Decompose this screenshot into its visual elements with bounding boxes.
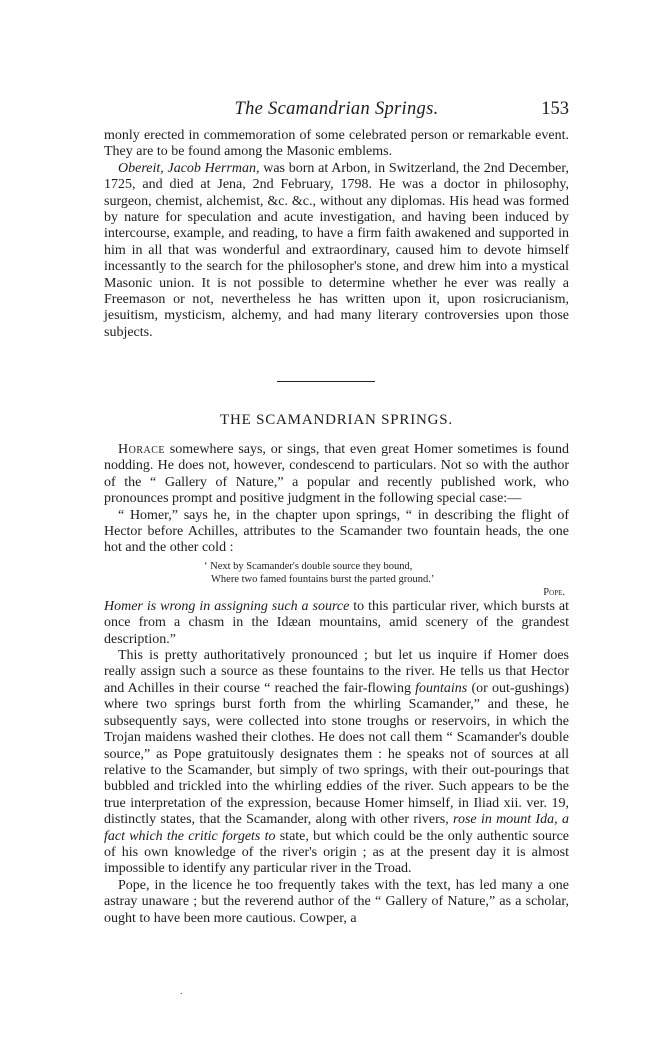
previous-article-text bbox=[104, 128, 569, 341]
paragraph-text: to this particular river, which bursts at once from a chasm in the Idæan mountains, amid scenery of the grandest description.” bbox=[104, 598, 569, 647]
page-header bbox=[104, 99, 569, 123]
paragraph bbox=[104, 161, 569, 341]
article-title: THE SCAMANDRIAN SPRINGS. bbox=[220, 412, 453, 428]
section-divider bbox=[277, 381, 375, 382]
article-text bbox=[104, 442, 569, 927]
paragraph-text: somewhere says, or sings, that even great Homer sometimes is found nodding. He does not, however, condescend to particulars. Not so with the author of the “ Gallery of Nature,” a popular and recently published work, who pronounces prompt and positive judgment in the following special case:— bbox=[104, 442, 569, 507]
lead-word: Horace bbox=[118, 442, 166, 457]
verse-quote bbox=[104, 560, 569, 599]
paragraph-text: state, but which could be the only authentic source of his own knowledge of the river's origin ; as at the present day it is almost impossible to identify any particular river in the Troad. bbox=[104, 828, 569, 877]
running-title: The Scamandrian Springs. bbox=[234, 99, 439, 119]
verse-line: ‘ Next by Scamander's double source they bound, bbox=[204, 560, 413, 572]
entry-name: Obereit, Jacob Herrman, bbox=[118, 160, 260, 176]
entry-text: was born at Arbon, in Switzerland, the 2nd December, 1725, and died at Jena, 2nd February, 1798. He was a doctor in philosophy, surgeon, chemist, alchemist, &c. &c., without any diplomas. His head was formed by nature for speculation and acute investigation, and having been induced by intercourse, example, and reading, to have a firm faith awakened and supported in him in all that was wonderful and extraordinary, caused him to devote himself incessantly to the search for the philosopher's stone, and drew him into a mystical Masonic union. It is not possible to determine whether he ever was really a Freemason or not, nevertheless he has written upon it, upon rosicrucianism, jesuitism, mysticism, alchemy, and had many literary controversies upon those subjects. bbox=[104, 160, 569, 340]
paragraph: Pope, in the licence he too frequently takes with the text, has led many a one astray unaware ; but the reverend author of the “ Gallery of Nature,” as a scholar, ought to have been more cautious. Cowper, a bbox=[104, 877, 569, 926]
emphasis: rose in mount Ida, a fact which the critic forgets to bbox=[104, 812, 569, 844]
paragraph-text: (or out-gushings) where two springs burst forth from the whirling Scamander,” and these, he subsequently says, were collected into stone troughs or reservoirs, in which the Trojan maidens washed their clothes. He does not call them “ Scamander's double source,” as Pope gratuitously designates them : he speaks not of sources at all relative to the Scamander, but simply of two springs, with their out-pourings that bubbled and trickled into the whirling eddies of the river. Such appears to be the true interpretation of the expression, because Homer himself, in Iliad xii. ver. 19, distinctly states, that the Scamander, along with other rivers, bbox=[104, 680, 569, 828]
verse-attribution: Pope. bbox=[543, 586, 565, 598]
emphasis: fountains bbox=[415, 680, 468, 696]
footer-mark: . bbox=[180, 986, 183, 997]
page-number: 153 bbox=[541, 99, 569, 119]
verse-line: Where two famed fountains burst the parted ground.’ bbox=[211, 573, 435, 585]
paragraph-text: This is pretty authoritatively pronounced ; but let us inquire if Homer does really assign such a source as these fountains to the river. He tells us that Hector and Achilles in their course “ reached the fair-flowing bbox=[104, 648, 569, 696]
paragraph bbox=[104, 442, 569, 508]
paragraph bbox=[104, 599, 569, 648]
paragraph: “ Homer,” says he, in the chapter upon springs, “ in describing the flight of Hector before Achilles, attributes to the Scamander two fountain heads, the one hot and the other cold : bbox=[104, 507, 569, 556]
paragraph: monly erected in commemoration of some celebrated person or remarkable event. They are to be found among the Masonic emblems. bbox=[104, 128, 569, 160]
emphasis: Homer is wrong in assigning such a source bbox=[104, 598, 350, 614]
paragraph bbox=[104, 648, 569, 878]
